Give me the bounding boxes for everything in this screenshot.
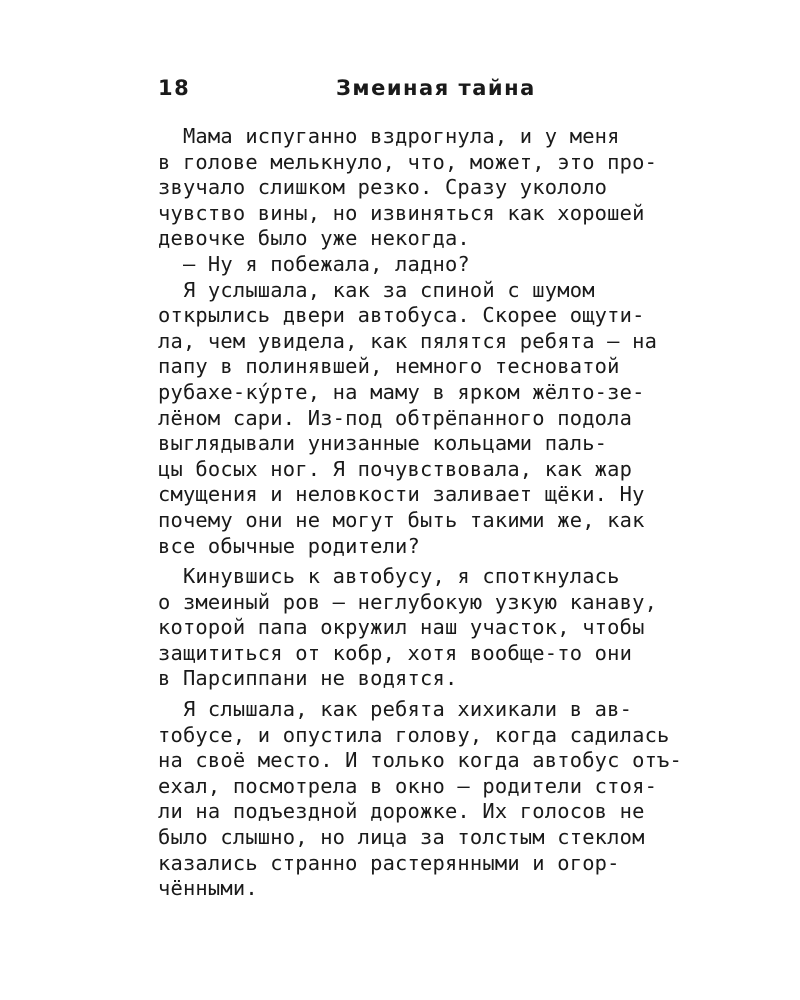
paragraph-3 — [158, 278, 708, 560]
text-line: защититься от кобр, хотя вообще-то они — [158, 640, 633, 665]
text-line: открылись двери автобуса. Скорее ощути- — [158, 303, 645, 328]
text-line: которой папа окружил наш участок, чтобы — [158, 615, 645, 640]
running-title: Змеиная тайна — [336, 76, 536, 100]
paragraph-1 — [158, 124, 708, 252]
text-line: Я слышала, как ребята хихикали в ав- — [158, 697, 633, 722]
paragraph-5 — [158, 697, 708, 902]
page-number: 18 — [158, 76, 191, 100]
text-line: почему они не могут быть такими же, как — [158, 507, 645, 532]
text-line: – Ну я побежала, ладно? — [158, 251, 470, 276]
text-line: в Парсиппани не водятся. — [158, 666, 458, 691]
text-line: Кинувшись к автобусу, я споткнулась — [158, 564, 620, 589]
text-line: на своё место. И только когда автобус отъ- — [158, 748, 683, 773]
text-line: ехал, посмотрела в окно – родители стоя- — [158, 773, 658, 798]
text-line: Мама испуганно вздрогнула, и у меня — [158, 124, 620, 148]
body-text — [158, 124, 708, 902]
text-line: выглядывали унизанные кольцами паль- — [158, 431, 608, 456]
text-line: было слышно, но лица за толстым стеклом — [158, 825, 645, 850]
text-line: в голове мелькнуло, что, может, это про- — [158, 149, 658, 174]
text-line: тобусе, и опустила голову, когда садилась — [158, 722, 670, 747]
running-head — [158, 76, 706, 106]
text-line: рубахе-ку́рте, на маму в ярком жёлто-зе- — [158, 379, 645, 404]
text-line: ли на подъездной дорожке. Их голосов не — [158, 799, 645, 824]
text-line: чёнными. — [158, 876, 258, 901]
paragraph-4 — [158, 564, 708, 692]
text-line: звучало слишком резко. Сразу укололо — [158, 175, 608, 200]
text-line: о змеиный ров – неглубокую узкую канаву, — [158, 589, 658, 614]
text-line: папу в полинявшей, немного тесноватой — [158, 354, 620, 379]
text-line: казались странно растерянными и огор- — [158, 850, 620, 875]
text-line: девочке было уже некогда. — [158, 226, 470, 251]
text-line: лёном сари. Из-под обтрёпанного подола — [158, 405, 633, 430]
paragraph-2 — [158, 252, 708, 278]
text-line: ла, чем увидела, как пялятся ребята – на — [158, 328, 658, 353]
text-line: все обычные родители? — [158, 533, 421, 558]
text-line: Я услышала, как за спиной с шумом — [158, 277, 595, 302]
text-line: чувство вины, но извиняться как хорошей — [158, 200, 645, 225]
text-line: смущения и неловкости заливает щёки. Ну — [158, 482, 645, 507]
text-line: цы босых ног. Я почувствовала, как жар — [158, 456, 633, 481]
